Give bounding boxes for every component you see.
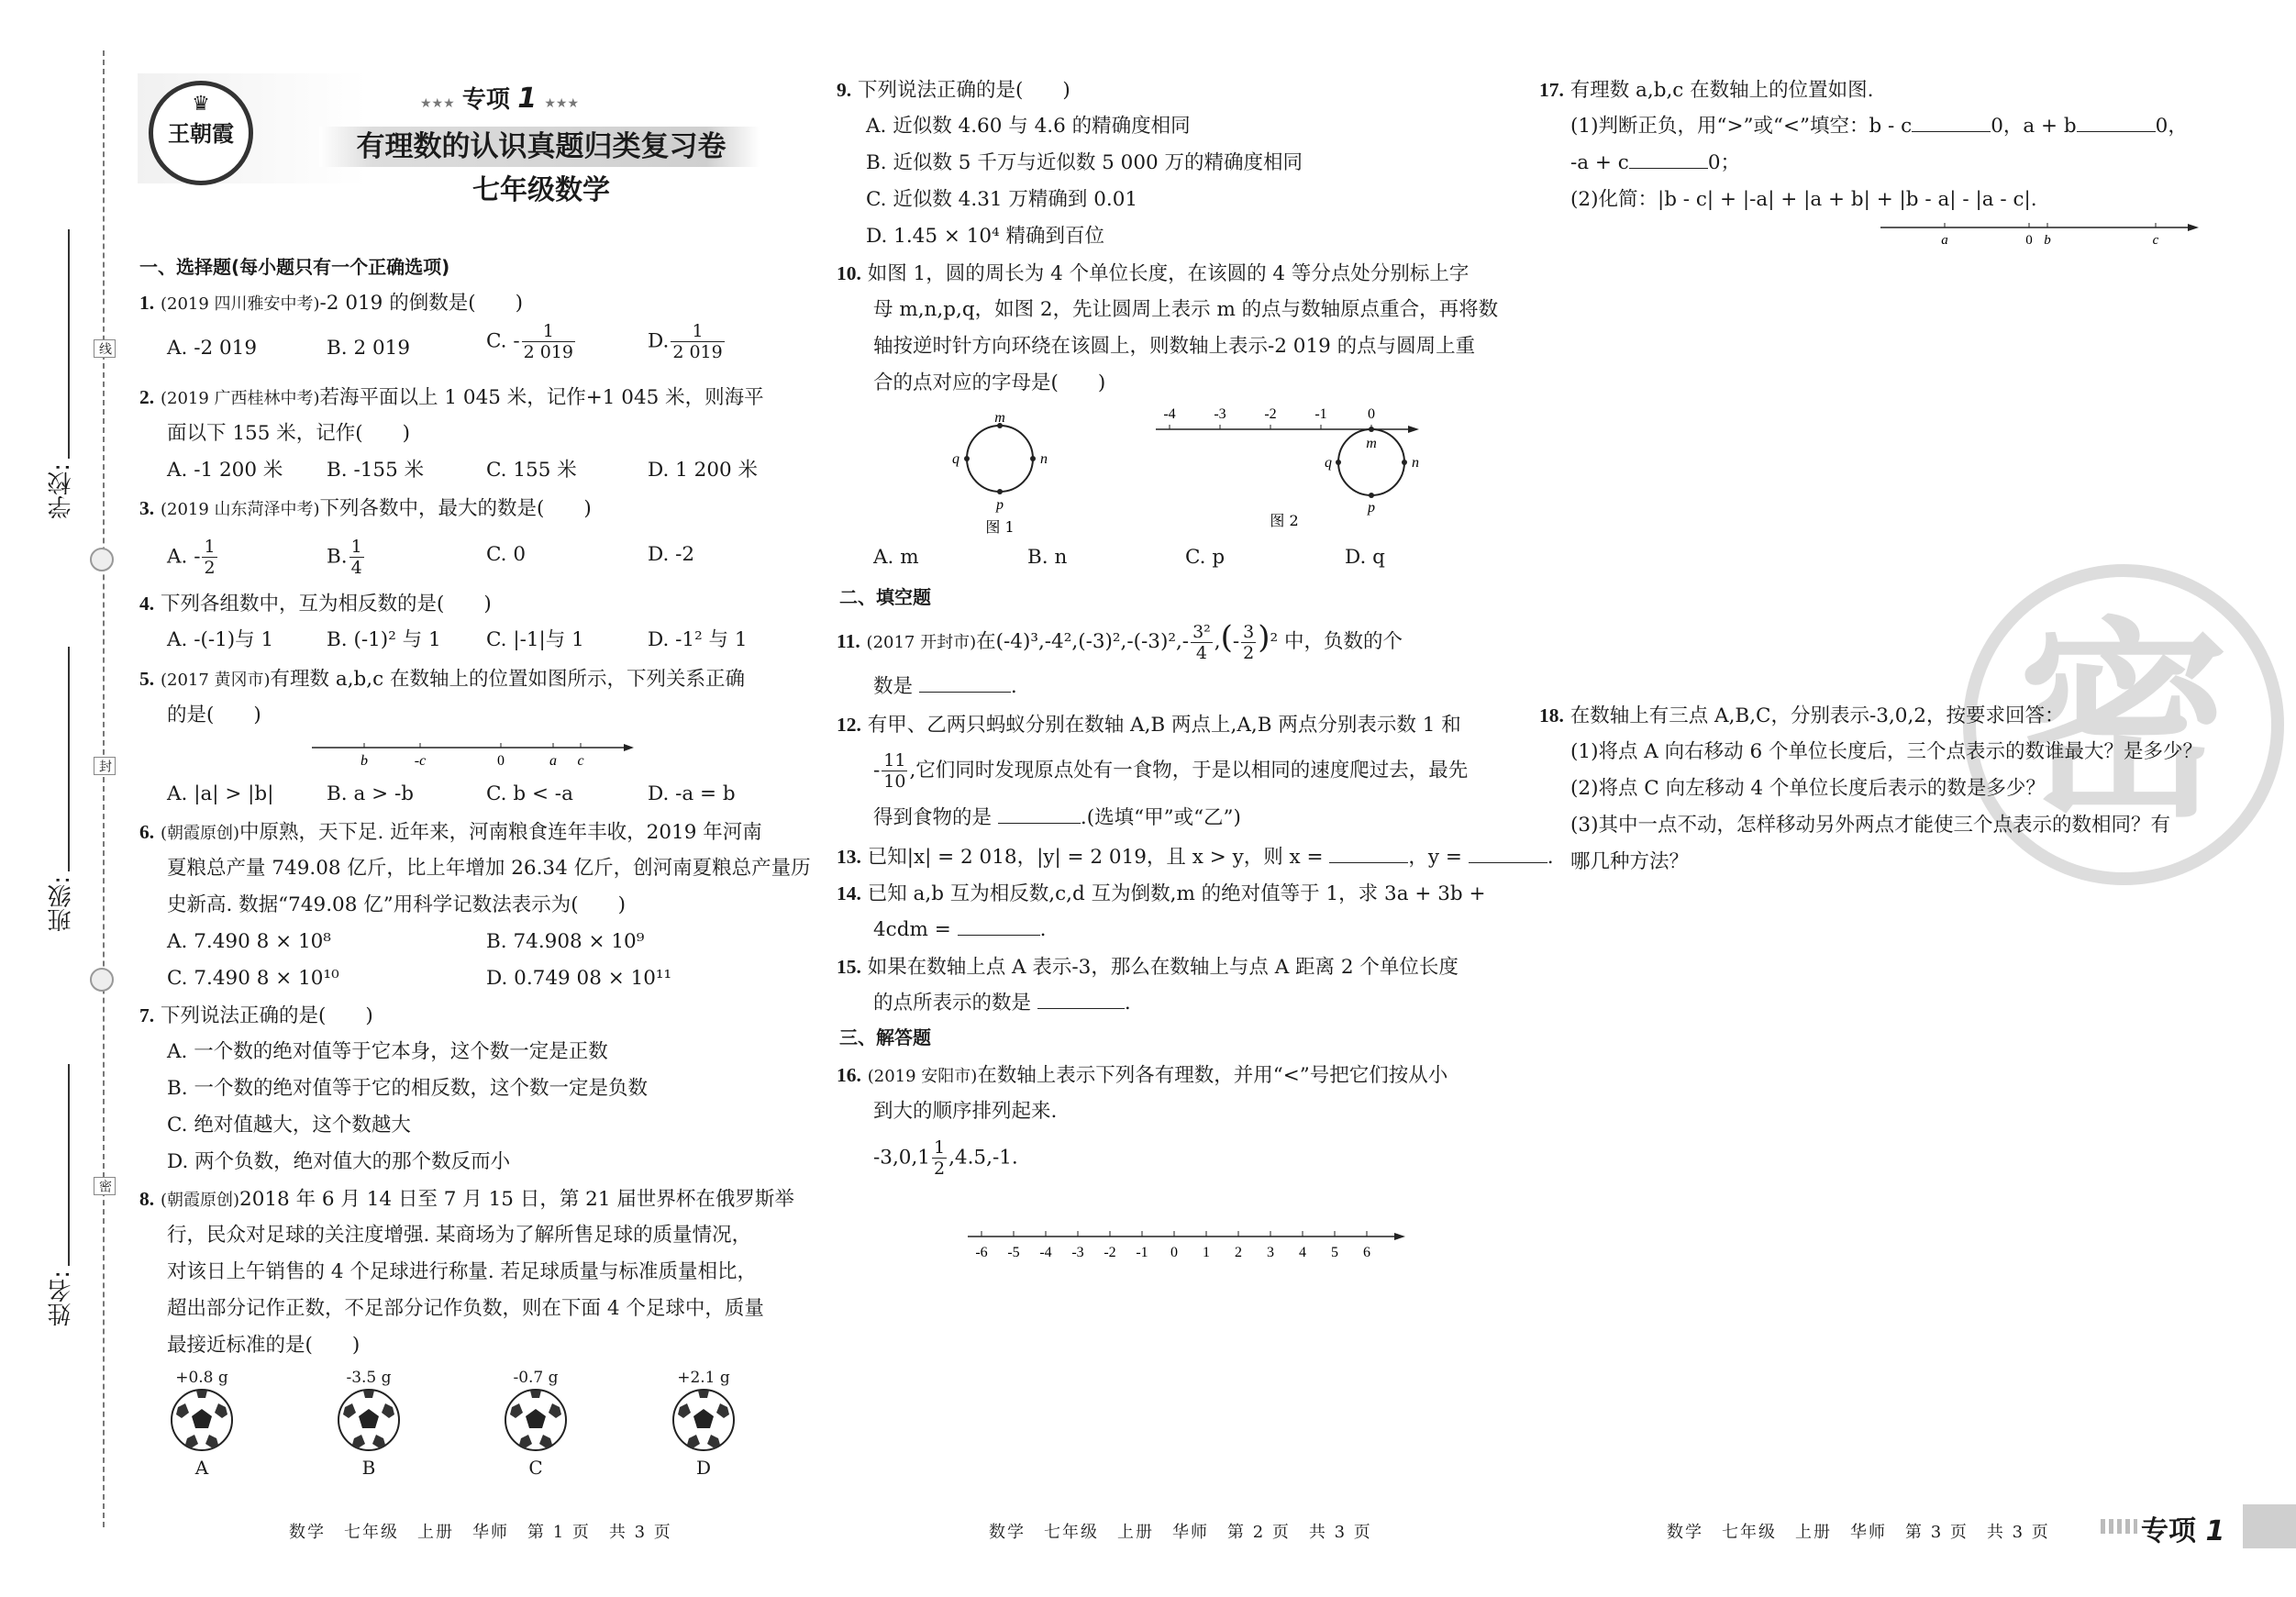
- q11-text-mid: ,: [1214, 630, 1221, 653]
- q8-ball-weight: -0.7 g: [513, 1369, 559, 1387]
- q5-option-b[interactable]: B. a > -b: [327, 782, 414, 805]
- q5-axis-zero: 0: [497, 753, 505, 769]
- logo-crown-icon: ♛: [192, 93, 210, 116]
- q3-number: 3.: [139, 497, 155, 519]
- q15-number: 15.: [837, 956, 861, 978]
- question-2: [139, 379, 764, 417]
- q8-text1: 2018 年 6 月 14 日至 7 月 15 日，第 21 届世界杯在俄罗斯举: [239, 1188, 794, 1211]
- cut-mark-secret: 密: [94, 1177, 116, 1195]
- footer-page-3: 数学 七年级 上册 华师 第 3 页 共 3 页: [1667, 1523, 2050, 1542]
- question-3: [139, 490, 592, 528]
- q16-tag: (2019 安阳市): [867, 1067, 978, 1086]
- q16-tick-label: -3: [1071, 1245, 1084, 1260]
- q15-text1: 如果在数轴上点 A 表示-3，那么在数轴上与点 A 距离 2 个单位长度: [867, 956, 1459, 979]
- q6-text3: 史新高. 数据“749.08 亿”用科学记数法表示为( ): [167, 893, 626, 916]
- q7-option-a[interactable]: A. 一个数的绝对值等于它本身，这个数一定是正数: [167, 1040, 608, 1063]
- section-fill-heading: 二、填空题: [839, 586, 931, 608]
- q17-part-1-line-2: [1570, 145, 1740, 182]
- q9-option-d[interactable]: D. 1.45 × 10⁴ 精确到百位: [866, 225, 1105, 248]
- q18-part-3: (3)其中一点不动，怎样移动另外两点才能使三个点表示的数相同？有: [1570, 814, 2170, 837]
- q1-option-c[interactable]: [486, 321, 577, 362]
- q1-d-num: 1: [671, 321, 724, 342]
- logo-text: 王朝霞: [168, 120, 234, 147]
- soccer-ball-icon: [169, 1387, 235, 1453]
- question-17: [1539, 72, 1874, 109]
- q1-d-fraction: [671, 321, 724, 362]
- fig2-q: q: [1325, 455, 1332, 471]
- q8-text4: 超出部分记作正数，不足部分记作负数，则在下面 4 个足球中，质量: [167, 1297, 764, 1320]
- fig1-p: p: [996, 497, 1004, 513]
- question-10: [837, 255, 1469, 293]
- q8-ball-c[interactable]: [499, 1369, 572, 1479]
- q11-answer-blank[interactable]: [919, 670, 1011, 693]
- q3-b-den: 4: [350, 558, 362, 578]
- q10-option-a[interactable]: A. m: [873, 546, 919, 569]
- q14-line-2: 4cdm = .: [873, 912, 1046, 948]
- class-label: 班级:: [48, 876, 75, 932]
- series-number: 1: [517, 83, 538, 115]
- q7-option-d[interactable]: D. 两个负数，绝对值大的那个数反而小: [167, 1150, 511, 1173]
- q8-ball-label: D: [695, 1457, 712, 1479]
- q17-p1-end: 0，: [2155, 115, 2188, 138]
- q12-text3: 得到食物的是: [873, 806, 993, 829]
- q16-text1: 在数轴上表示下列各有理数，并用“<”号把它们按从小: [977, 1064, 1448, 1087]
- q2-option-c[interactable]: C. 155 米: [486, 459, 577, 482]
- question-14: [837, 875, 1486, 913]
- q3-option-d[interactable]: D. -2: [648, 543, 695, 566]
- q6-text1: 中原熟，天下足. 近年来，河南粮食连年丰收，2019 年河南: [239, 821, 762, 844]
- fig2-tick-neg4: -4: [1163, 406, 1176, 422]
- q11-f2-den: 2: [1243, 642, 1255, 663]
- q13-y-blank[interactable]: [1469, 840, 1547, 863]
- q2-text1: 若海平面以上 1 045 米，记作+1 045 米，则海平: [319, 386, 764, 409]
- q6-option-a[interactable]: A. 7.490 8 × 10⁸: [167, 930, 331, 953]
- q8-ball-weight: +2.1 g: [677, 1369, 730, 1387]
- q5-option-a[interactable]: A. |a| > |b|: [167, 782, 274, 805]
- school-label: 学校:: [48, 463, 75, 519]
- q16-tick-label: -1: [1136, 1245, 1148, 1260]
- question-8: [139, 1181, 794, 1219]
- q8-ball-label: A: [194, 1457, 209, 1479]
- q9-number: 9.: [837, 79, 852, 101]
- q1-option-b[interactable]: B. 2 019: [327, 337, 411, 360]
- q14-number: 14.: [837, 882, 861, 904]
- q11-number: 11.: [837, 630, 860, 652]
- q5-number: 5.: [139, 668, 155, 690]
- q11-f2-num: 3: [1243, 621, 1255, 642]
- question-18: [1539, 697, 2064, 735]
- fig2-tick-0: 0: [1368, 406, 1375, 422]
- question-4: [139, 585, 492, 623]
- q17-blank-2[interactable]: [2077, 109, 2156, 132]
- q3-option-a[interactable]: [167, 537, 219, 578]
- question-5: [139, 660, 745, 699]
- q17-p1-text: (1)判断正负，用“>”或“<”填空：b - c: [1570, 115, 1913, 138]
- q9-option-a[interactable]: A. 近似数 4.60 与 4.6 的精确度相同: [866, 115, 1191, 138]
- q4-text: 下列各组数中，互为相反数的是( ): [160, 593, 492, 616]
- question-15: [837, 948, 1459, 986]
- q5-text1: 有理数 a,b,c 在数轴上的位置如图所示，下列关系正确: [270, 668, 746, 691]
- q12-line-3: [873, 800, 1241, 837]
- q17-axis-b: b: [2044, 233, 2051, 248]
- fig1-caption: 图 1: [985, 518, 1015, 536]
- q3-b-fraction: [349, 537, 364, 578]
- q10-option-c[interactable]: C. p: [1185, 546, 1226, 569]
- q17-text: 有理数 a,b,c 在数轴上的位置如图.: [1569, 79, 1874, 102]
- q12-f-den: 10: [883, 771, 906, 792]
- q16-tick-label: 2: [1235, 1245, 1242, 1260]
- corner-tab-block: [2243, 1504, 2296, 1548]
- q2-option-b[interactable]: B. -155 米: [327, 459, 425, 482]
- q12-number: 12.: [837, 714, 861, 736]
- q9-text: 下列说法正确的是( ): [857, 79, 1070, 102]
- q11-line-2: 数是 .: [873, 669, 1017, 705]
- question-13: 13. 已知|x| = 2 018，|y| = 2 019，且 x > y，则 x = ，y = .: [837, 838, 1554, 876]
- fig2-p: p: [1368, 500, 1375, 516]
- q11-text-post: ² 中，负数的个: [1270, 630, 1403, 653]
- q3-b-prefix: B.: [327, 545, 348, 569]
- q2-tag: (2019 广西桂林中考): [160, 389, 320, 408]
- q5-option-d[interactable]: D. -a = b: [648, 782, 736, 805]
- q13-text-mid: ，y =: [1408, 846, 1462, 869]
- q10-figure-1: [945, 408, 1055, 537]
- footer-page-2: 数学 七年级 上册 华师 第 2 页 共 3 页: [989, 1523, 1372, 1542]
- q15-answer-blank[interactable]: [1037, 986, 1125, 1009]
- q8-ball-label: C: [528, 1457, 543, 1479]
- q17-axis-zero: 0: [2025, 233, 2033, 248]
- q12-text3-post: .(选填“甲”或“乙”): [1080, 806, 1241, 829]
- section-solve-heading: 三、解答题: [839, 1026, 931, 1048]
- q1-option-a[interactable]: A. -2 019: [167, 337, 258, 360]
- q8-text5: 最接近标准的是( ): [167, 1334, 360, 1357]
- q12-text1: 有甲、乙两只蚂蚁分别在数轴 A,B 两点上,A,B 两点分别表示数 1 和: [867, 714, 1461, 737]
- q8-ball-weight: -3.5 g: [346, 1369, 392, 1387]
- q16-tick-label: -5: [1007, 1245, 1020, 1260]
- q16-tick-label: 5: [1331, 1245, 1338, 1260]
- q17-p1-mid: 0，a + b: [1991, 115, 2077, 138]
- q2-number: 2.: [139, 386, 155, 408]
- q12-answer-blank[interactable]: [998, 801, 1081, 824]
- question-16: [837, 1057, 1447, 1095]
- q12-line-2: - $\frac{11}{10}$ ,它们同时发现原点处有一食物，于是以相同的速度爬过去，最先: [873, 750, 1469, 792]
- q17-number-line: [1876, 218, 2206, 255]
- q16-nums-post: ,4.5,-1.: [948, 1146, 1018, 1170]
- cut-mark-seal: 封: [94, 757, 116, 775]
- q17-number: 17.: [1539, 79, 1564, 101]
- q18-part-3-line-2: 哪几种方法？: [1570, 850, 1690, 873]
- q16-mixed-fraction: [932, 1137, 947, 1179]
- q16-nums-pre: -3,0,1: [873, 1146, 930, 1170]
- q16-mixed-num: 1: [933, 1137, 946, 1158]
- fig1-n: n: [1040, 451, 1048, 467]
- corner-tab-text: 专项: [2141, 1515, 2196, 1547]
- q1-number: 1.: [139, 292, 155, 314]
- q16-mixed-den: 2: [933, 1159, 946, 1179]
- fig2-tick-neg1: -1: [1314, 406, 1327, 422]
- q4-option-b[interactable]: B. (-1)² 与 1: [327, 628, 441, 651]
- q4-option-c[interactable]: C. |-1|与 1: [486, 628, 584, 651]
- q8-ball-b[interactable]: [332, 1369, 405, 1479]
- corner-tab-label: [2141, 1508, 2224, 1548]
- q11-paren-close: ): [1258, 619, 1270, 656]
- q4-option-d[interactable]: D. -1² 与 1: [648, 628, 748, 651]
- stars-right: ★★★: [544, 96, 579, 111]
- q1-tag: (2019 四川雅安中考): [160, 294, 320, 314]
- q18-part-2: (2)将点 C 向左移动 4 个单位长度后表示的数是多少？: [1570, 777, 2046, 800]
- name-field[interactable]: [68, 1064, 70, 1266]
- margin-ornament: [90, 968, 114, 992]
- q3-b-num: 1: [350, 537, 362, 557]
- q5-tag: (2017 黄冈市): [160, 671, 271, 690]
- q3-text: 下列各数中，最大的数是( ): [319, 497, 592, 520]
- q16-number: 16.: [837, 1064, 861, 1086]
- fig2-n: n: [1412, 455, 1419, 471]
- q11-f1-num: 3²: [1192, 621, 1211, 642]
- q14-answer-blank[interactable]: [958, 913, 1040, 936]
- q4-option-a[interactable]: A. -(-1)与 1: [167, 628, 274, 651]
- q10-option-b[interactable]: B. n: [1027, 546, 1068, 569]
- q11-f1-den: 4: [1195, 642, 1207, 663]
- q11-fraction-2: [1241, 622, 1256, 663]
- page-subtitle: 七年级数学: [472, 174, 610, 206]
- q17-axis-c: c: [2152, 233, 2159, 248]
- q11-paren-open: (: [1220, 619, 1233, 656]
- q13-number: 13.: [837, 846, 861, 868]
- q5-axis-neg-c: -c: [414, 753, 427, 769]
- q16-tick-label: 1: [1203, 1245, 1210, 1260]
- q16-number-line[interactable]: [963, 1220, 1413, 1266]
- q4-number: 4.: [139, 593, 155, 615]
- q17-blank-1[interactable]: [1912, 109, 1991, 132]
- q12-fraction: [882, 750, 907, 792]
- q5-axis-b: b: [360, 753, 368, 769]
- q10-figure-2: [1151, 402, 1436, 539]
- q8-text2: 行，民众对足球的关注度增强. 某商场为了解所售足球的质量情况，: [167, 1224, 752, 1247]
- question-11: 11. (2017 开封市)在(-4)³,-4²,(-3)²,-(-3)²,- $\frac{\text{3²}}{4}$ ,(- $\frac{3}{2}$ )² 中，负数的个: [837, 619, 1403, 663]
- q6-tag: (朝霞原创): [160, 824, 240, 843]
- q8-ball-weight: +0.8 g: [175, 1369, 228, 1387]
- q16-numbers: [873, 1137, 1018, 1179]
- q12-text2: ,它们同时发现原点处有一食物，于是以相同的速度爬过去，最先: [909, 759, 1469, 782]
- q17-part-1: [1570, 108, 2188, 145]
- q3-a-den: 2: [204, 558, 216, 578]
- cut-mark-line: 线: [94, 339, 116, 358]
- question-12: [837, 706, 1461, 744]
- class-field[interactable]: [68, 647, 70, 871]
- q18-number: 18.: [1539, 704, 1564, 726]
- question-6: [139, 814, 762, 852]
- q6-number: 6.: [139, 821, 155, 843]
- q8-tag: (朝霞原创): [160, 1191, 240, 1210]
- soccer-ball-icon: [671, 1387, 737, 1453]
- q1-text: -2 019 的倒数是( ): [319, 292, 523, 315]
- q3-a-fraction: [202, 537, 216, 578]
- q17-axis-a: a: [1941, 233, 1948, 248]
- question-1: [139, 284, 523, 323]
- q11-text-pre: 在(-4)³,-4²,(-3)²,-(-3)²,-: [976, 630, 1190, 653]
- q17-p1-line2: -a + c: [1570, 151, 1629, 174]
- q1-c-prefix: C. -: [486, 329, 520, 353]
- corner-tab-dots: [2101, 1519, 2137, 1534]
- corner-tab-number: 1: [2205, 1515, 2225, 1547]
- soccer-ball-icon: [503, 1387, 569, 1453]
- q3-option-c[interactable]: C. 0: [486, 543, 527, 566]
- q18-part-1: (1)将点 A 向右移动 6 个单位长度后，三个点表示的数谁最大？是多少？: [1570, 740, 2203, 763]
- q6-option-d[interactable]: D. 0.749 08 × 10¹¹: [486, 967, 672, 990]
- q1-d-prefix: D.: [648, 329, 670, 353]
- fig2-caption: 图 2: [1270, 512, 1299, 529]
- corner-tab: [2101, 1504, 2296, 1548]
- series-label: 专项: [461, 86, 510, 114]
- stars-left: ★★★: [420, 96, 455, 111]
- q10-text3: 轴按逆时针方向环绕在该圆上，则数轴上表示-2 019 的点与圆周上重: [873, 335, 1476, 358]
- fig2-tick-neg3: -3: [1214, 406, 1226, 422]
- logo: [149, 81, 253, 185]
- q10-text2: 母 m,n,p,q，如图 2，先让圆周上表示 m 的点与数轴原点重合，再将数: [873, 298, 1499, 321]
- q5-text2: 的是( ): [167, 704, 261, 726]
- q6-text2: 夏粮总产量 749.08 亿斤，比上年增加 26.34 亿斤，创河南夏粮总产量历: [167, 857, 811, 880]
- q14-text1: 已知 a,b 互为相反数,c,d 互为倒数,m 的绝对值等于 1，求 3a + 3b +: [867, 882, 1486, 905]
- q10-number: 10.: [837, 262, 861, 284]
- q15-text2: 的点所表示的数是: [873, 992, 1032, 1015]
- q7-option-b[interactable]: B. 一个数的绝对值等于它的相反数，这个数一定是负数: [167, 1077, 648, 1100]
- q3-a-prefix: A. -: [167, 545, 201, 569]
- q3-tag: (2019 山东菏泽中考): [160, 500, 320, 519]
- q5-number-line: [307, 734, 638, 771]
- q3-option-b[interactable]: [327, 537, 366, 578]
- q17-p1-line2-end: 0；: [1707, 151, 1740, 174]
- school-field[interactable]: [68, 229, 70, 459]
- footer-page-1: 数学 七年级 上册 华师 第 1 页 共 3 页: [289, 1523, 672, 1542]
- q2-text2: 面以下 155 米，记作( ): [167, 422, 410, 445]
- q1-d-den: 2 019: [672, 342, 723, 362]
- q16-text2: 到大的顺序排列起来.: [873, 1100, 1058, 1123]
- fig1-q: q: [952, 451, 959, 467]
- fig1-m: m: [994, 410, 1005, 426]
- q16-tick-label: 6: [1363, 1245, 1370, 1260]
- q5-option-c[interactable]: C. b < -a: [486, 782, 573, 805]
- q1-c-fraction: [522, 321, 575, 362]
- q5-axis-c: c: [577, 753, 584, 769]
- q2-option-a[interactable]: A. -1 200 米: [167, 459, 283, 482]
- q17-part-2: (2)化简：|b - c| + |-a| + |a + b| + |b - a| - |a - c|.: [1570, 188, 2037, 211]
- watermark-character: 密: [2017, 601, 2229, 846]
- q1-option-d[interactable]: [648, 321, 727, 362]
- name-label: 姓名:: [48, 1270, 75, 1326]
- q6-option-b[interactable]: B. 74.908 × 10⁹: [486, 930, 645, 953]
- q15-line-2: 的点所表示的数是 .: [873, 985, 1131, 1022]
- q8-ball-label: B: [361, 1457, 376, 1479]
- margin-ornament: [90, 548, 114, 571]
- q7-number: 7.: [139, 1004, 155, 1026]
- header: [128, 55, 807, 206]
- q1-c-den: 2 019: [523, 342, 574, 362]
- q1-c-num: 1: [522, 321, 575, 342]
- q8-text3: 对该日上午销售的 4 个足球进行称量. 若足球质量与标准质量相比，: [167, 1260, 758, 1283]
- q2-option-d[interactable]: D. 1 200 米: [648, 459, 759, 482]
- q5-axis-a: a: [549, 753, 557, 769]
- q16-tick-label: -6: [975, 1245, 988, 1260]
- binding-dashed-line: [103, 50, 105, 1527]
- q11-tag: (2017 开封市): [866, 633, 977, 652]
- q7-text: 下列说法正确的是( ): [160, 1004, 373, 1027]
- q16-tick-label: 4: [1299, 1245, 1306, 1260]
- fig2-m: m: [1366, 436, 1377, 451]
- page-title: 有理数的认识真题归类复习卷: [356, 130, 727, 163]
- soccer-ball-icon: [336, 1387, 402, 1453]
- q3-a-num: 1: [204, 537, 216, 557]
- q13-x-blank[interactable]: [1329, 840, 1408, 863]
- q9-option-c[interactable]: C. 近似数 4.31 万精确到 0.01: [866, 188, 1138, 211]
- q10-text4: 合的点对应的字母是( ): [873, 372, 1106, 394]
- q6-option-c[interactable]: C. 7.490 8 × 10¹⁰: [167, 967, 339, 990]
- binding-margin: [0, 0, 138, 1597]
- q8-ball-a[interactable]: [165, 1369, 238, 1479]
- q16-tick-label: 0: [1170, 1245, 1178, 1260]
- q10-text1: 如图 1，圆的周长为 4 个单位长度，在该圆的 4 等分点处分别标上字: [867, 262, 1470, 285]
- q16-tick-label: -4: [1039, 1245, 1052, 1260]
- q16-tick-label: 3: [1267, 1245, 1274, 1260]
- question-9: [837, 72, 1070, 109]
- q8-ball-d[interactable]: [667, 1369, 740, 1479]
- q18-text: 在数轴上有三点 A,B,C，分别表示-3,0,2，按要求回答：: [1569, 704, 2065, 727]
- q7-option-c[interactable]: C. 绝对值越大，这个数越大: [167, 1114, 411, 1137]
- fig2-tick-neg2: -2: [1264, 406, 1277, 422]
- q13-text: 已知|x| = 2 018，|y| = 2 019，且 x > y，则 x =: [867, 846, 1324, 869]
- q14-text2: 4cdm =: [873, 918, 951, 941]
- q9-option-b[interactable]: B. 近似数 5 千万与近似数 5 000 万的精确度相同: [866, 151, 1303, 174]
- series-line: [420, 81, 579, 115]
- q11-fraction-1: [1191, 622, 1213, 663]
- q17-blank-3[interactable]: [1629, 146, 1708, 169]
- q10-option-d[interactable]: D. q: [1345, 546, 1385, 569]
- q8-number: 8.: [139, 1188, 155, 1210]
- q12-f-num: 11: [883, 750, 906, 771]
- section-choice-heading: 一、选择题(每小题只有一个正确选项): [139, 256, 450, 278]
- q16-tick-label: -2: [1104, 1245, 1116, 1260]
- q11-text2: 数是: [873, 675, 914, 698]
- question-7: [139, 997, 373, 1035]
